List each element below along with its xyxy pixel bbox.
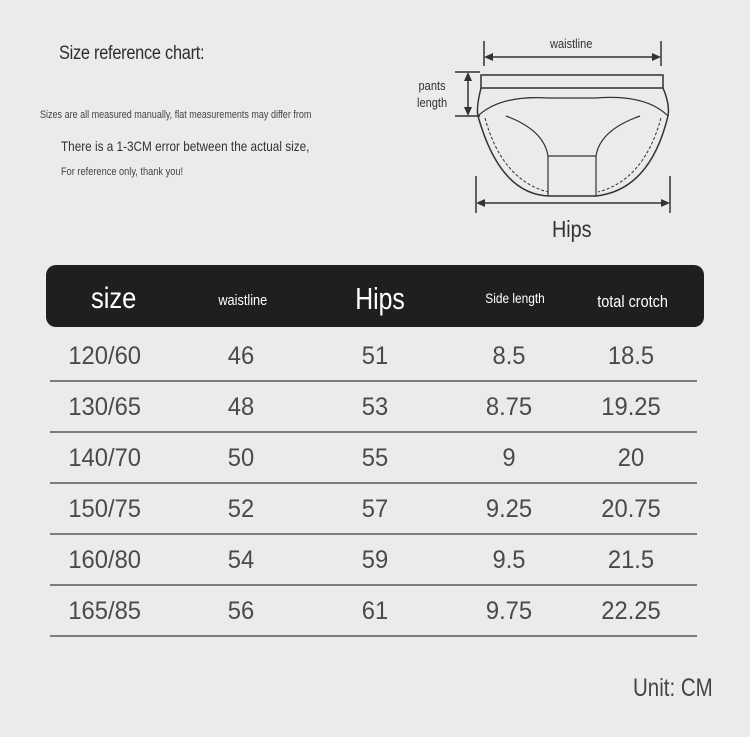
cell-waistline: 52 (227, 495, 255, 523)
cell-size: 150/75 (68, 495, 141, 523)
chart-title: Size reference chart: (59, 43, 205, 64)
size-table-body (50, 331, 697, 637)
header-total-crotch: total crotch (597, 292, 668, 311)
note-line-1: Sizes are all measured manually, flat measurements may differ from (40, 109, 312, 121)
cell-side-length: 9.5 (492, 546, 526, 574)
cell-size: 165/85 (68, 597, 141, 625)
note-line-2: There is a 1-3CM error between the actual size, (61, 138, 310, 154)
waistline-label: waistline (550, 36, 593, 51)
table-row (50, 433, 697, 484)
pants-length-label (417, 77, 447, 111)
cell-side-length: 9.25 (485, 495, 533, 523)
cell-waistline: 54 (227, 546, 255, 574)
cell-waistline: 48 (227, 393, 255, 421)
cell-total-crotch: 20 (617, 444, 645, 472)
pants-label-line-2: length (417, 95, 448, 110)
underwear-diagram (410, 30, 710, 250)
cell-side-length: 8.75 (485, 393, 533, 421)
cell-side-length: 8.5 (492, 342, 526, 370)
cell-size: 140/70 (68, 444, 141, 472)
cell-size: 130/65 (68, 393, 141, 421)
cell-waistline: 46 (227, 342, 255, 370)
table-row (50, 331, 697, 382)
cell-hips: 55 (361, 444, 389, 472)
header-hips: Hips (355, 281, 405, 316)
cell-side-length: 9 (502, 444, 516, 472)
cell-waistline: 50 (227, 444, 255, 472)
cell-size: 120/60 (68, 342, 141, 370)
table-row (50, 535, 697, 586)
cell-hips: 51 (361, 342, 389, 370)
cell-total-crotch: 20.75 (601, 495, 661, 523)
cell-total-crotch: 22.25 (601, 597, 661, 625)
pants-label-line-1: pants (418, 78, 446, 93)
header-size: size (91, 282, 137, 315)
header-waistline: waistline (218, 292, 268, 309)
table-row (50, 484, 697, 535)
table-header (46, 265, 704, 327)
cell-size: 160/80 (68, 546, 141, 574)
cell-hips: 53 (361, 393, 389, 421)
cell-waistline: 56 (227, 597, 255, 625)
hips-label: Hips (552, 216, 592, 242)
cell-total-crotch: 19.25 (601, 393, 661, 421)
header-side-length: Side length (485, 290, 545, 306)
cell-hips: 59 (361, 546, 389, 574)
table-row (50, 382, 697, 433)
cell-hips: 57 (361, 495, 389, 523)
cell-side-length: 9.75 (485, 597, 533, 625)
table-row (50, 586, 697, 637)
note-line-3: For reference only, thank you! (61, 166, 184, 178)
cell-total-crotch: 18.5 (607, 342, 655, 370)
cell-total-crotch: 21.5 (607, 546, 655, 574)
cell-hips: 61 (361, 597, 389, 625)
unit-label: Unit: CM (633, 674, 713, 702)
